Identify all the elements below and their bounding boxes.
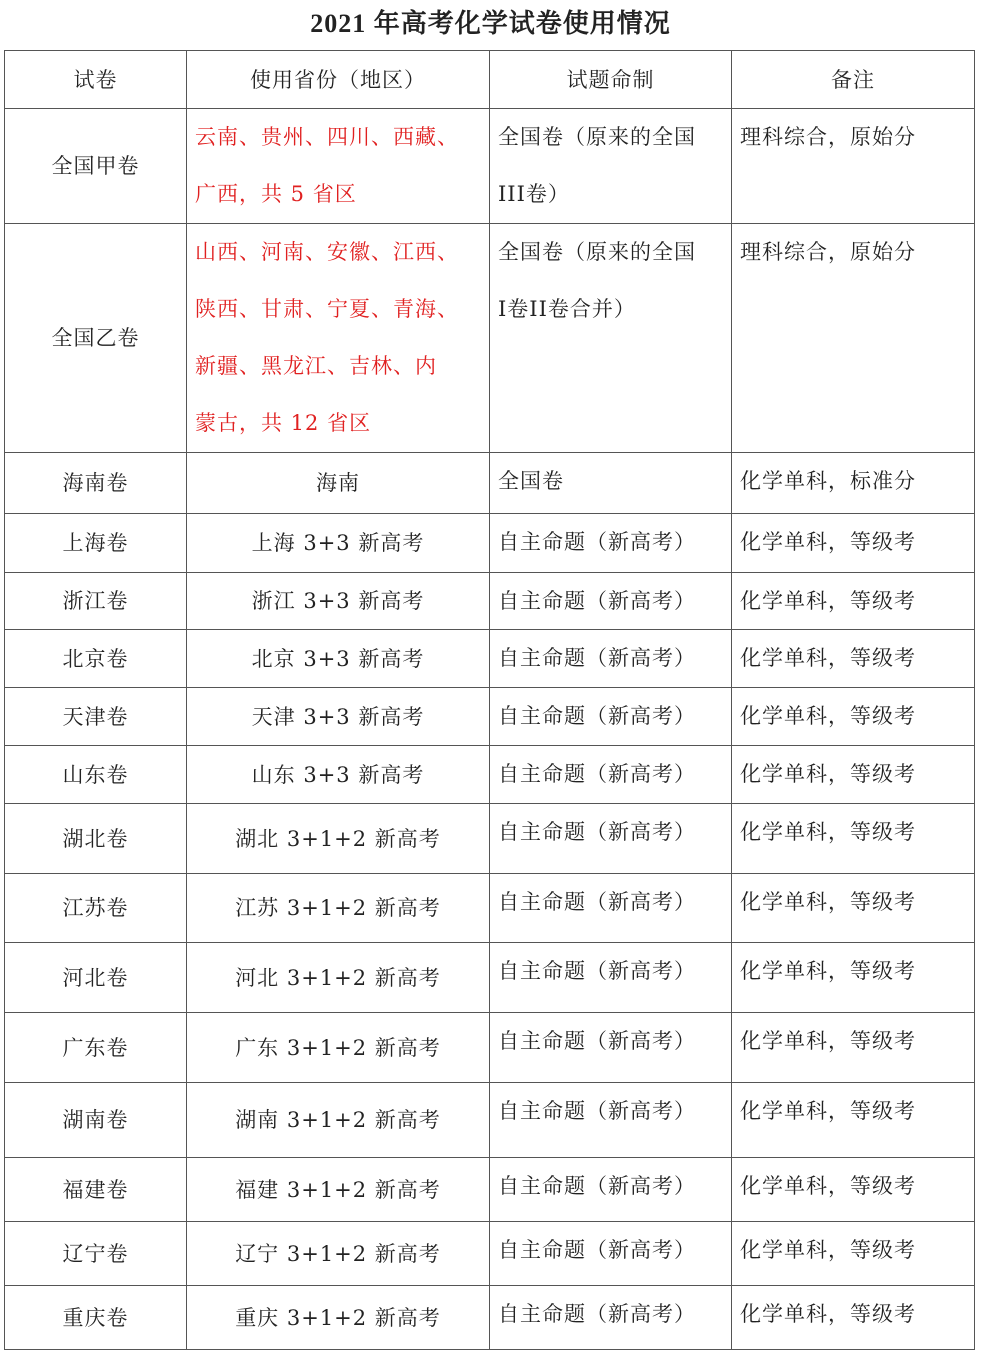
cell-exam-name: 海南卷 <box>5 453 187 514</box>
cell-note: 理科综合，原始分 <box>732 224 975 453</box>
cell-question-setting: 自主命题（新高考） <box>490 573 732 630</box>
table-row <box>5 514 975 573</box>
table-row <box>5 943 975 1013</box>
cell-exam-name: 湖北卷 <box>5 804 187 874</box>
cell-province: 湖南 3+1+2 新高考 <box>187 1083 490 1158</box>
cell-province-line: 陕西、甘肃、宁夏、青海、 <box>195 297 459 321</box>
cell-province-line: 云南、贵州、四川、西藏、 <box>195 125 459 149</box>
table-row <box>5 874 975 943</box>
cell-question-setting <box>490 224 732 453</box>
cell-note: 化学单科，等级考 <box>732 1013 975 1083</box>
table-row <box>5 224 975 453</box>
cell-province: 河北 3+1+2 新高考 <box>187 943 490 1013</box>
cell-note: 化学单科，等级考 <box>732 688 975 746</box>
cell-exam-name: 北京卷 <box>5 630 187 688</box>
table-header-row <box>5 51 975 109</box>
cell-note: 化学单科，等级考 <box>732 943 975 1013</box>
header-exam: 试卷 <box>5 51 187 109</box>
cell-province: 北京 3+3 新高考 <box>187 630 490 688</box>
cell-question-setting: 自主命题（新高考） <box>490 514 732 573</box>
cell-question-setting: 自主命题（新高考） <box>490 746 732 804</box>
table-row <box>5 1013 975 1083</box>
cell-question-setting-line: III卷） <box>498 182 570 206</box>
table-row <box>5 109 975 224</box>
cell-exam-name: 辽宁卷 <box>5 1222 187 1286</box>
cell-question-setting: 自主命题（新高考） <box>490 1158 732 1222</box>
cell-province: 湖北 3+1+2 新高考 <box>187 804 490 874</box>
table-row <box>5 453 975 514</box>
exam-usage-table <box>4 50 975 1350</box>
cell-question-setting-line: 全国卷（原来的全国 <box>498 240 696 264</box>
cell-question-setting: 自主命题（新高考） <box>490 1222 732 1286</box>
cell-note: 化学单科，等级考 <box>732 1286 975 1350</box>
cell-province: 江苏 3+1+2 新高考 <box>187 874 490 943</box>
cell-question-setting: 自主命题（新高考） <box>490 1286 732 1350</box>
cell-exam-name: 福建卷 <box>5 1158 187 1222</box>
header-question-setting: 试题命制 <box>490 51 732 109</box>
cell-note: 化学单科，等级考 <box>732 630 975 688</box>
table-row <box>5 573 975 630</box>
cell-question-setting: 自主命题（新高考） <box>490 874 732 943</box>
cell-exam-name: 重庆卷 <box>5 1286 187 1350</box>
cell-exam-name: 上海卷 <box>5 514 187 573</box>
cell-province: 天津 3+3 新高考 <box>187 688 490 746</box>
cell-province-line: 广西，共 5 省区 <box>195 182 357 206</box>
cell-exam-name: 全国甲卷 <box>5 109 187 224</box>
cell-province <box>187 224 490 453</box>
table-row <box>5 630 975 688</box>
table-row <box>5 688 975 746</box>
page-title: 2021 年高考化学试卷使用情况 <box>310 9 671 38</box>
cell-note: 化学单科，等级考 <box>732 1083 975 1158</box>
cell-question-setting: 自主命题（新高考） <box>490 943 732 1013</box>
cell-note: 化学单科，等级考 <box>732 746 975 804</box>
cell-note: 化学单科，等级考 <box>732 573 975 630</box>
cell-note: 化学单科，等级考 <box>732 874 975 943</box>
cell-exam-name: 全国乙卷 <box>5 224 187 453</box>
cell-question-setting <box>490 109 732 224</box>
cell-note: 化学单科，等级考 <box>732 1222 975 1286</box>
cell-question-setting: 自主命题（新高考） <box>490 1083 732 1158</box>
cell-question-setting-line: I卷II卷合并） <box>498 297 636 321</box>
table-row <box>5 804 975 874</box>
header-province: 使用省份（地区） <box>187 51 490 109</box>
table-row <box>5 1286 975 1350</box>
cell-question-setting: 自主命题（新高考） <box>490 804 732 874</box>
header-note: 备注 <box>732 51 975 109</box>
cell-province: 重庆 3+1+2 新高考 <box>187 1286 490 1350</box>
cell-exam-name: 广东卷 <box>5 1013 187 1083</box>
cell-province <box>187 109 490 224</box>
cell-province-line: 山西、河南、安徽、江西、 <box>195 240 459 264</box>
cell-exam-name: 天津卷 <box>5 688 187 746</box>
cell-question-setting-line: 全国卷（原来的全国 <box>498 125 696 149</box>
cell-province: 浙江 3+3 新高考 <box>187 573 490 630</box>
cell-province: 福建 3+1+2 新高考 <box>187 1158 490 1222</box>
cell-question-setting: 自主命题（新高考） <box>490 688 732 746</box>
table-row <box>5 1158 975 1222</box>
cell-question-setting: 自主命题（新高考） <box>490 630 732 688</box>
cell-exam-name: 山东卷 <box>5 746 187 804</box>
cell-note: 化学单科，等级考 <box>732 804 975 874</box>
cell-province: 山东 3+3 新高考 <box>187 746 490 804</box>
cell-exam-name: 湖南卷 <box>5 1083 187 1158</box>
cell-question-setting: 全国卷 <box>490 453 732 514</box>
cell-province: 广东 3+1+2 新高考 <box>187 1013 490 1083</box>
table-body <box>5 109 975 1350</box>
cell-province-line: 蒙古，共 12 省区 <box>195 411 372 435</box>
cell-province: 上海 3+3 新高考 <box>187 514 490 573</box>
cell-note: 化学单科，标准分 <box>732 453 975 514</box>
cell-province: 海南 <box>187 453 490 514</box>
cell-exam-name: 江苏卷 <box>5 874 187 943</box>
cell-question-setting: 自主命题（新高考） <box>490 1013 732 1083</box>
cell-province: 辽宁 3+1+2 新高考 <box>187 1222 490 1286</box>
cell-note: 化学单科，等级考 <box>732 1158 975 1222</box>
cell-note: 化学单科，等级考 <box>732 514 975 573</box>
cell-note: 理科综合，原始分 <box>732 109 975 224</box>
table-row <box>5 1083 975 1158</box>
table-row <box>5 1222 975 1286</box>
cell-exam-name: 河北卷 <box>5 943 187 1013</box>
cell-exam-name: 浙江卷 <box>5 573 187 630</box>
cell-province-line: 新疆、黑龙江、吉林、内 <box>195 354 437 378</box>
table-row <box>5 746 975 804</box>
